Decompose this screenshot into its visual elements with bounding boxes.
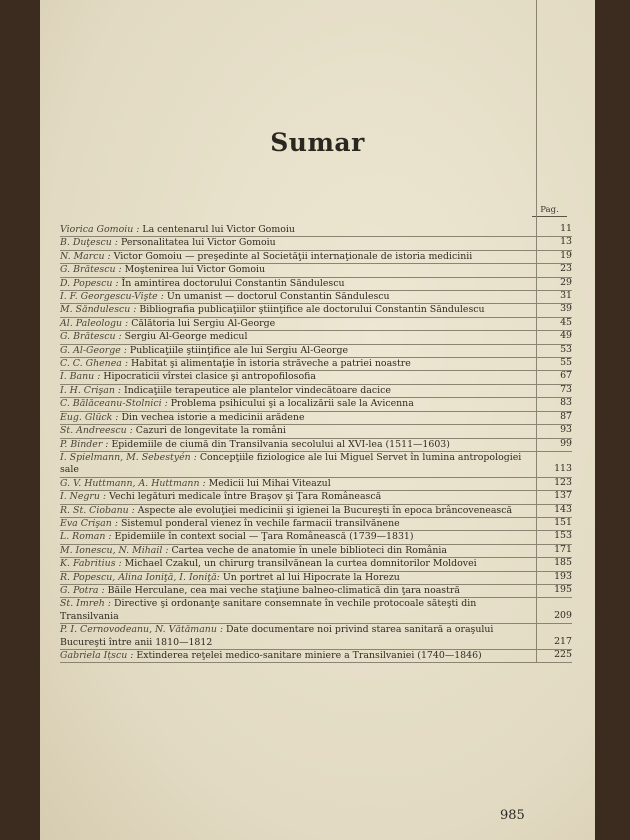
entry-title: Din vechea istorie a medicinii arădene	[121, 411, 305, 423]
entry-page-number: 217	[540, 636, 572, 648]
entry-page-number: 209	[540, 610, 572, 622]
entry-page-number: 151	[540, 517, 572, 529]
toc-entry	[60, 345, 572, 358]
entry-page-number: 73	[540, 384, 572, 396]
entry-title: Călătoria lui Sergiu Al-George	[131, 317, 276, 329]
entry-page-number: 23	[540, 263, 572, 275]
toc-entry	[60, 650, 572, 663]
toc-entry	[60, 531, 572, 544]
entry-title: Epidemiile în context social — Ţara Românească (1739—1831)	[114, 531, 414, 543]
entry-title: Bibliografia publicaţiilor ştiinţifice ale doctorului Constantin Săndulescu	[139, 304, 485, 316]
bleed-through-text	[509, 30, 595, 110]
entry-title: În amintirea doctorului Constantin Săndulescu	[121, 277, 345, 289]
entry-title: Publicaţiile ştiinţifice ale lui Sergiu Al-George	[129, 344, 349, 356]
entry-page-number: 67	[540, 370, 572, 382]
toc-entry	[60, 237, 572, 250]
entry-author: B. Duţescu :	[60, 237, 118, 249]
entry-title: Hipocraticii vîrstei clasice şi antropofilosofia	[103, 371, 316, 383]
toc-entry	[60, 291, 572, 304]
entry-title: Date documentare noi privind starea sanitară a oraşului Bucureşti între anii 1810—1812	[60, 624, 494, 648]
entry-author: P. I. Cernovodeanu, N. Vătămanu :	[60, 624, 224, 636]
entry-page-number: 137	[540, 490, 572, 502]
entry-author: D. Popescu :	[60, 277, 119, 289]
entry-page-number: 185	[540, 557, 572, 569]
toc-entry	[60, 439, 572, 452]
toc-entry	[60, 585, 572, 598]
entry-author: L. Roman :	[60, 531, 112, 543]
entry-page-number: 83	[540, 397, 572, 409]
entry-author: I. Negru :	[60, 491, 107, 503]
page-number: 985	[500, 808, 525, 823]
toc-entry	[60, 412, 572, 425]
entry-page-number: 11	[540, 223, 572, 235]
entry-author: G. Brătescu :	[60, 331, 122, 343]
entry-page-number: 171	[540, 544, 572, 556]
entry-page-number: 49	[540, 330, 572, 342]
entry-author: G. Potra :	[60, 584, 105, 596]
entry-author: C. Bălăceanu-Stolnici :	[60, 398, 168, 410]
toc-entry	[60, 251, 572, 264]
entry-author: Al. Paleologu :	[60, 317, 129, 329]
toc-entry	[60, 598, 572, 624]
entry-page-number: 153	[540, 530, 572, 542]
entry-author: G. V. Huttmann, A. Huttmann :	[60, 477, 206, 489]
toc-entry	[60, 371, 572, 384]
entry-author: Eug. Glück :	[60, 411, 119, 423]
entry-title: Medicii lui Mihai Viteazul	[208, 477, 331, 489]
toc-entry	[60, 624, 572, 650]
entry-author: Viorica Gomoiu :	[60, 224, 140, 235]
entry-author: St. Andreescu :	[60, 425, 133, 437]
entry-title: Epidemiile de ciumă din Transilvania secolului al XVI-lea (1511—1603)	[111, 438, 450, 450]
entry-author: I. H. Crişan :	[60, 384, 122, 396]
entry-title: Moştenirea lui Victor Gomoiu	[124, 264, 266, 276]
entry-title: La centenarul lui Victor Gomoiu	[142, 224, 295, 235]
entry-author: R. Popescu, Alina Ioniţă, I. Ioniţă:	[60, 571, 220, 583]
entry-page-number: 31	[540, 290, 572, 302]
toc-entry	[60, 545, 572, 558]
toc-entry	[60, 385, 572, 398]
entry-page-number: 225	[540, 649, 572, 661]
entry-author: K. Fabritius :	[60, 558, 122, 570]
toc-entry	[60, 558, 572, 571]
toc-entry	[60, 572, 572, 585]
entry-title: Băile Herculane, cea mai veche staţiune balneo-climatică din ţara noastră	[107, 584, 460, 596]
entry-title: Concepţiile fiziologice ale lui Miguel Servet în lumina antropologiei sale	[60, 451, 522, 476]
entry-page-number: 99	[540, 438, 572, 450]
entry-title: Problema psihicului şi a localizării sale la Avicenna	[170, 398, 414, 410]
entry-page-number: 193	[540, 571, 572, 583]
entry-title: Sistemul ponderal vienez în vechile farmacii transilvănene	[120, 517, 400, 529]
entry-page-number: 55	[540, 357, 572, 369]
toc-entry	[60, 505, 572, 518]
page-title: Sumar	[270, 128, 365, 157]
entry-author: Gabriela Ițscu :	[60, 650, 134, 661]
entry-author: I. Spielmann, M. Sebestyén :	[60, 451, 197, 463]
entry-title: Personalitatea lui Victor Gomoiu	[120, 237, 276, 249]
entry-author: Eva Crişan :	[60, 517, 118, 529]
entry-page-number: 123	[540, 477, 572, 489]
entry-title: Extinderea reţelei medico-sanitare miniere a Transilvaniei (1740—1846)	[136, 650, 482, 661]
toc-entry	[60, 452, 572, 478]
entry-title: Michael Czakul, un chirurg transilvănean la curtea domnitorilor Moldovei	[124, 558, 477, 570]
entry-title: Sergiu Al-George medicul	[124, 331, 248, 343]
entry-page-number: 143	[540, 504, 572, 516]
toc-entry	[60, 491, 572, 504]
entry-title: Directive şi ordonanţe sanitare consemnate în vechile protocoale săteşti din Transilvania	[60, 598, 477, 622]
entry-title: Un umanist — doctorul Constantin Săndulescu	[166, 291, 390, 303]
entry-title: Indicaţiile terapeutice ale plantelor vindecătoare dacice	[124, 384, 391, 396]
toc-entry	[60, 331, 572, 344]
toc-entry	[60, 304, 572, 317]
entry-title: Cazuri de longevitate la români	[135, 425, 286, 437]
entry-title: Victor Gomoiu — preşedinte al Societăţii internaţionale de istoria medicinii	[113, 250, 473, 262]
entry-title: Vechi legături medicale între Braşov şi Ţara Românească	[109, 491, 382, 503]
entry-author: R. St. Ciobanu :	[60, 504, 135, 516]
toc-entry	[60, 278, 572, 291]
entry-author: I. F. Georgescu-Vişte :	[60, 291, 164, 303]
entry-page-number: 113	[540, 463, 572, 475]
entry-page-number: 39	[540, 303, 572, 315]
page-column-header: Pag.	[532, 205, 567, 217]
entry-page-number: 45	[540, 317, 572, 329]
entry-author: N. Marcu :	[60, 250, 111, 262]
entry-title: Un portret al lui Hipocrate la Horezu	[222, 571, 400, 583]
entry-page-number: 87	[540, 411, 572, 423]
entry-author: P. Binder :	[60, 438, 109, 450]
table-of-contents	[60, 224, 572, 663]
entry-author: St. Imreh :	[60, 598, 111, 610]
entry-page-number: 19	[540, 250, 572, 262]
toc-entry	[60, 518, 572, 531]
entry-page-number: 53	[540, 344, 572, 356]
entry-page-number: 13	[540, 236, 572, 248]
entry-page-number: 29	[540, 277, 572, 289]
toc-entry	[60, 358, 572, 371]
entry-author: G. Al-George :	[60, 344, 127, 356]
toc-entry	[60, 224, 572, 237]
toc-entry	[60, 425, 572, 438]
entry-title: Cartea veche de anatomie în unele biblioteci din România	[171, 544, 448, 556]
book-page	[40, 0, 595, 840]
toc-entry	[60, 398, 572, 411]
entry-author: G. Brătescu :	[60, 264, 122, 276]
entry-author: I. Banu :	[60, 371, 101, 383]
toc-entry	[60, 318, 572, 331]
entry-author: C. C. Ghenea :	[60, 358, 128, 370]
entry-title: Aspecte ale evoluţiei medicinii şi igienei la Bucureşti în epoca brâncovenească	[137, 504, 513, 516]
toc-entry	[60, 264, 572, 277]
entry-page-number: 93	[540, 424, 572, 436]
entry-title: Habitat şi alimentaţie în istoria străveche a patriei noastre	[130, 358, 411, 370]
toc-entry	[60, 478, 572, 491]
entry-author: M. Ionescu, N. Mihail :	[60, 544, 169, 556]
entry-author: M. Săndulescu :	[60, 304, 137, 316]
entry-page-number: 195	[540, 584, 572, 596]
